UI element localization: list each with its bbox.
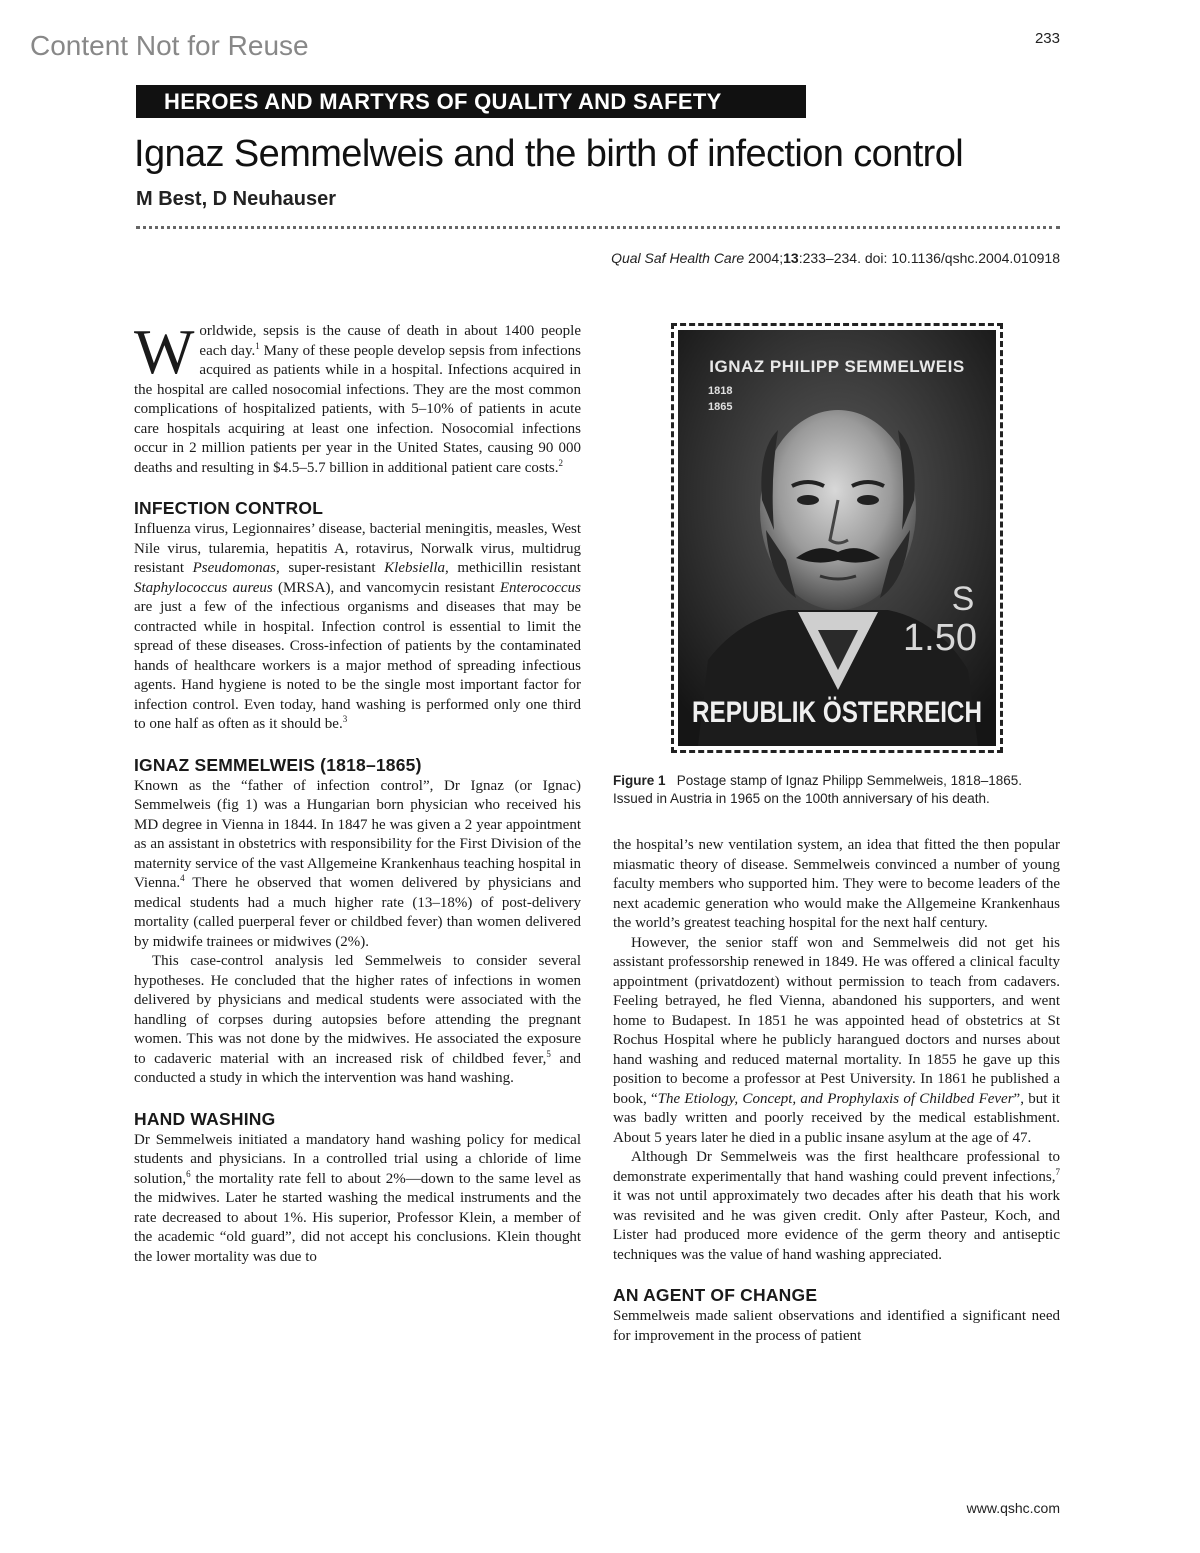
postage-stamp-image (678, 330, 996, 746)
reference-mark[interactable]: 6 (186, 1168, 191, 1179)
right-paragraph-2 (613, 934, 1060, 1149)
authors: M Best, D Neuhauser (136, 188, 337, 210)
article-title: Ignaz Semmelweis and the birth of infection control (134, 133, 964, 175)
body-text: Dr Semmelweis initiated a mandatory hand washing policy for medical students and physicians. In a controlled trial using a chloride of lime solution, (134, 1131, 581, 1187)
citation-rest: :233–234. doi: 10.1136/qshc.2004.010918 (798, 250, 1060, 266)
watermark: Content Not for Reuse (30, 30, 309, 61)
reference-mark[interactable]: 3 (342, 714, 348, 724)
body-text: Although Dr Semmelweis was the first healthcare professional to demonstrate experimentally that hand washing could prevent infections, (613, 1149, 1060, 1185)
section-heading-semmelweis: IGNAZ SEMMELWEIS (1818–1865) (134, 754, 422, 775)
stamp-year-birth: 1818 (708, 385, 733, 397)
stamp-name: IGNAZ PHILIPP SEMMELWEIS (709, 357, 965, 376)
page-number: 233 (1034, 30, 1060, 47)
section-heading-hand-washing: HAND WASHING (134, 1108, 276, 1129)
body-text: Known as the “father of infection control”, Dr Ignaz (or Ignac) Semmelweis (fig 1) was a Hungarian born physician who received his MD degree in Vienna in 1844. In 1847 he was given a 2 year appointment as an assistant in obstetrics with responsibility for the First Division of the maternity service of the vast Allgemeine Krankenhaus teaching hospital in Vienna. (134, 777, 581, 891)
intro-text: orldwide, sepsis is the cause of death in about 1400 people each day. (199, 323, 581, 359)
right-column (613, 836, 1060, 1346)
reference-mark[interactable]: 5 (546, 1048, 551, 1059)
body-text: and conducted a study in which the intervention was hand washing. (134, 1050, 581, 1086)
body-text: ”, but it was badly written and poorly received by the medical establishment. About 5 years later he died in a public insane asylum at the age of 47. (613, 1090, 1060, 1146)
dotted-divider (136, 226, 1060, 229)
citation-journal: Qual Saf Health Care (611, 250, 745, 266)
reference-mark[interactable]: 1 (255, 340, 260, 351)
infection-control-paragraph (134, 520, 581, 735)
body-text: There he observed that women delivered by physicians and medical students had a much higher rate (13–18%) of post-delivery mortality (called puerperal fever or childbed fever) than women delivered by midwife trainees or midwives (2%). (134, 875, 581, 950)
stamp-country: REPUBLIK ÖSTERREICH (692, 696, 982, 729)
left-column (134, 316, 581, 1267)
drop-cap: W (134, 316, 195, 387)
stamp-value: 1.50 (903, 617, 977, 659)
agent-of-change-paragraph: Semmelweis made salient observations and identified a significant need for improvement in the process of patient (613, 1308, 1060, 1344)
figure-caption-text: Postage stamp of Ignaz Philipp Semmelweis, 1818–1865. Issued in Austria in 1965 on the 100th anniversary of his death. (613, 773, 1022, 806)
right-paragraph-1: the hospital’s new ventilation system, an idea that fitted the then popular miasmatic theory of disease. Semmelweis convinced a number of young faculty members who supported him. They were to become leaders of the next academic generation who would make the Allgemeine Krankenhaus the world’s greatest teaching hospital for the next half century. (613, 837, 1060, 931)
figure-caption (613, 772, 1060, 808)
body-text: , methicillin resistant (444, 560, 581, 576)
body-text: (MRSA), and vancomycin resistant (272, 579, 500, 596)
intro-paragraph (134, 316, 581, 478)
organism-name: Klebsiella (384, 560, 445, 576)
body-text: are just a few of the infectious organisms and diseases that may be contracted while in hospital. Infection control is essential to limit the spread of these diseases. Cross-infection of patients by the contaminated hands of healthcare workers is a major method of spreading infectious agents. Hand hygiene is noted to be the single most important factor for infection control. Even today, hand washing is performed only one third to one half as often as it should be. (134, 599, 581, 732)
organism-name: Staphylococcus aureus (134, 579, 273, 596)
intro-text: Many of these people develop sepsis from infections acquired as patients while in a hospital. Infections acquired in the hospital are called nosocomial infections. They are the most common complications of hospitalized patients, with 5–10% of patients in acute care hospitals acquiring at least one infection. Nosocomial infections occur in 2 million patients per year in the United States, causing 90 000 deaths and resulting in $4.5–5.7 billion in additional patient care costs. (134, 342, 581, 476)
right-paragraph-3 (613, 1148, 1060, 1265)
organism-name: Enterococcus (499, 579, 581, 596)
hand-washing-paragraph (134, 1131, 581, 1268)
footer-url[interactable]: www.qshc.com (966, 1500, 1060, 1516)
reference-mark[interactable]: 2 (558, 457, 563, 468)
series-banner: HEROES AND MARTYRS OF QUALITY AND SAFETY (136, 85, 806, 118)
organism-name: Pseudomonas (192, 560, 276, 576)
body-text: This case-control analysis led Semmelweis to consider several hypotheses. He concluded that the higher rates of infections in women delivered by physicians and medical students were associated with the handling of corpses during autopsies before attending the pregnant women. This was not done by the midwives. He associated the exposure to cadaveric material with an increased risk of childbed fever, (134, 953, 581, 1067)
book-title: The Etiology, Concept, and Prophylaxis of Childbed Fever (657, 1090, 1014, 1107)
stamp-year-death: 1865 (708, 401, 733, 413)
citation (611, 250, 1060, 266)
section-heading-infection-control: INFECTION CONTROL (134, 498, 324, 518)
semmelweis-paragraph-2 (134, 952, 581, 1089)
reference-mark[interactable]: 7 (1055, 1166, 1060, 1177)
section-heading-agent-of-change: AN AGENT OF CHANGE (613, 1285, 818, 1305)
body-text: , super-resistant (275, 560, 385, 576)
semmelweis-paragraph-1 (134, 777, 581, 953)
body-text: the mortality rate fell to about 2%—down to the same level as the midwives. Later he started washing the medical instruments and the rate decreased to about 1%. His superior, Professor Klein, a member of the academic “old guard”, did not accept his conclusions. Klein thought the lower mortality was due to (134, 1170, 581, 1265)
body-text: Influenza virus, Legionnaires’ disease, bacterial meningitis, measles, West Nile virus, tularemia, hepatitis A, rotavirus, Norwalk virus, multidrug resistant (134, 521, 581, 576)
citation-year: 2004; (744, 250, 784, 266)
reference-mark[interactable]: 4 (180, 873, 185, 883)
body-text: it was not until approximately two decades after his death that his work was revisited and he was given credit. Only after Pasteur, Koch, and Lister had produced more evidence of the germ theory and antiseptic techniques was the value of hand washing appreciated. (613, 1188, 1060, 1263)
citation-volume: 13 (783, 250, 799, 266)
stamp-currency: S (951, 580, 975, 618)
figure-label: Figure 1 (613, 773, 666, 788)
body-text: However, the senior staff won and Semmelweis did not get his assistant professorship renewed in 1849. He was offered a clinical faculty appointment (privatdozent) without permission to teach from cadavers. Feeling betrayed, he fled Vienna, abandoned his supporters, and went home to Budapest. In 1851 he was appointed head of obstetrics at St Rochus Hospital where he publicly harangued doctors and nurses about hand washing and reduced maternal mortality. In 1855 he gave up this position to become a professor at Pest University. In 1861 he published a book, “ (613, 934, 1060, 1107)
